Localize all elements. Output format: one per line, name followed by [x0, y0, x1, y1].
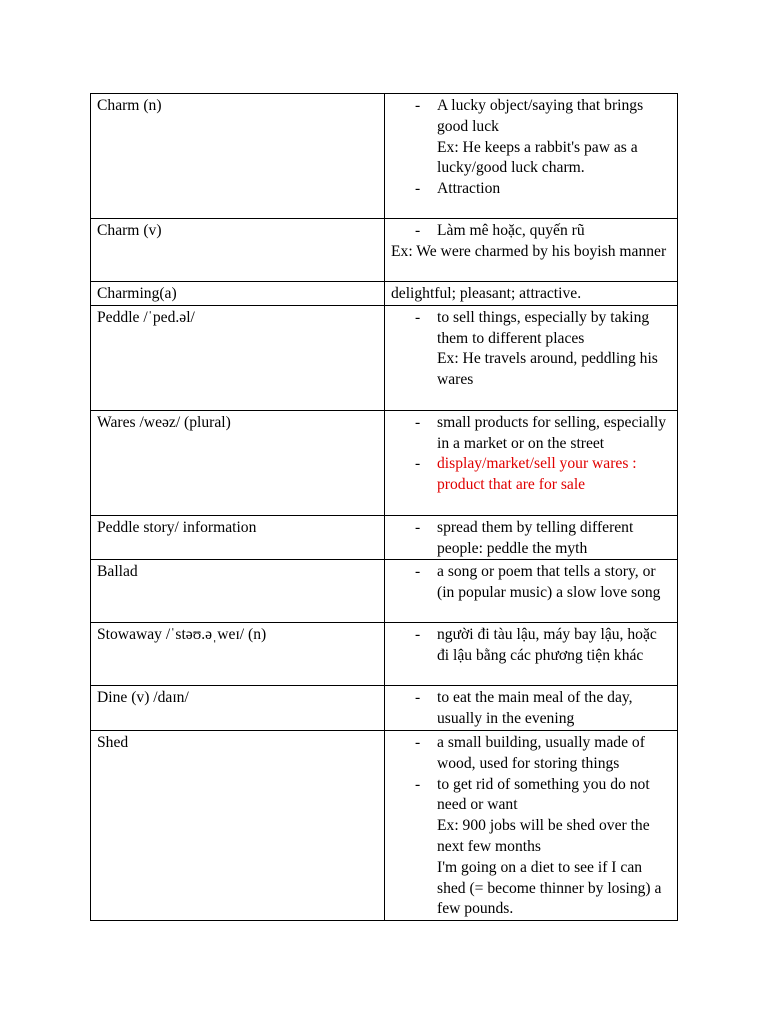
- plain-text: delightful; pleasant; attractive.: [391, 285, 582, 302]
- table-row: [91, 305, 678, 410]
- definition-text: display/market/sell your wares : product that are for sale: [437, 455, 637, 494]
- table-row: [91, 560, 678, 623]
- definition-list: [391, 413, 671, 496]
- term-cell: Shed: [91, 730, 385, 920]
- table-row: [91, 282, 678, 306]
- definition-list: [391, 733, 671, 920]
- definition-list: [391, 625, 671, 667]
- definition-cell: [385, 282, 678, 306]
- example-text: Ex: He keeps a rabbit's paw as a lucky/good luck charm.: [437, 138, 638, 177]
- definition-cell: [385, 730, 678, 920]
- definition-text: to eat the main meal of the day, usually in the evening: [437, 689, 633, 728]
- definition-item: [391, 688, 671, 730]
- plain-text: Ex: We were charmed by his boyish manner: [391, 242, 667, 260]
- table-row: [91, 730, 678, 920]
- table-row: [91, 219, 678, 282]
- definition-item: [391, 775, 671, 921]
- definition-cell: [385, 94, 678, 219]
- definition-item: [391, 454, 671, 496]
- definition-cell: [385, 686, 678, 731]
- definition-text: small products for selling, especially in a market or on the street: [437, 413, 667, 452]
- definition-text: người đi tàu lậu, máy bay lậu, hoặc đi lậu bằng các phương tiện khác: [437, 626, 657, 665]
- table-row: [91, 410, 678, 515]
- term-cell: Peddle story/ information: [91, 515, 385, 560]
- definition-cell: [385, 560, 678, 623]
- term-cell: Stowaway /ˈstəʊ.əˌweɪ/ (n): [91, 623, 385, 686]
- term-cell: Peddle /ˈped.əl/: [91, 305, 385, 410]
- definition-text: A lucky object/saying that brings good luck: [437, 97, 644, 135]
- definition-list: [391, 96, 671, 200]
- definition-list: [391, 688, 671, 730]
- term-cell: Charm (n): [91, 94, 385, 219]
- definition-item: [391, 518, 671, 560]
- term-cell: Wares /weəz/ (plural): [91, 410, 385, 515]
- definition-item: [391, 625, 671, 667]
- definition-cell: [385, 410, 678, 515]
- vocabulary-table-body: [91, 94, 678, 921]
- definition-item: [391, 308, 671, 391]
- definition-text: a song or poem that tells a story, or (in popular music) a slow love song: [437, 563, 661, 602]
- definition-list: [391, 308, 671, 391]
- definition-text: a small building, usually made of wood, used for storing things: [437, 733, 645, 772]
- example-text: Ex: He travels around, peddling his wares: [437, 350, 658, 389]
- definition-text: to get rid of something you do not need or want: [437, 775, 650, 814]
- table-row: [91, 94, 678, 219]
- vocabulary-table: [90, 93, 678, 921]
- definition-cell: [385, 515, 678, 560]
- term-cell: Charm (v): [91, 219, 385, 282]
- definition-item: [391, 733, 671, 775]
- example-text: Ex: 900 jobs will be shed over the next few months: [437, 817, 650, 855]
- term-cell: Dine (v) /daɪn/: [91, 686, 385, 731]
- term-cell: Charming(a): [91, 282, 385, 306]
- definition-item: [391, 562, 671, 604]
- definition-cell: [385, 305, 678, 410]
- definition-list: [391, 518, 671, 560]
- definition-item: [391, 96, 671, 179]
- definition-text: to sell things, especially by taking them to different places: [437, 308, 650, 347]
- example-text: I'm going on a diet to see if I can shed (= become thinner by losing) a few pounds.: [437, 858, 662, 918]
- table-row: [91, 623, 678, 686]
- definition-list: [391, 221, 671, 242]
- table-row: [91, 515, 678, 560]
- table-row: [91, 686, 678, 731]
- definition-text: spread them by telling different people: peddle the myth: [437, 518, 634, 557]
- definition-item: [391, 221, 671, 242]
- definition-cell: [385, 219, 678, 282]
- definition-text: Attraction: [437, 180, 501, 198]
- definition-cell: [385, 623, 678, 686]
- definition-list: [391, 562, 671, 604]
- definition-text: Làm mê hoặc, quyến rũ: [437, 222, 585, 239]
- definition-item: [391, 179, 671, 200]
- term-cell: Ballad: [91, 560, 385, 623]
- definition-item: [391, 413, 671, 455]
